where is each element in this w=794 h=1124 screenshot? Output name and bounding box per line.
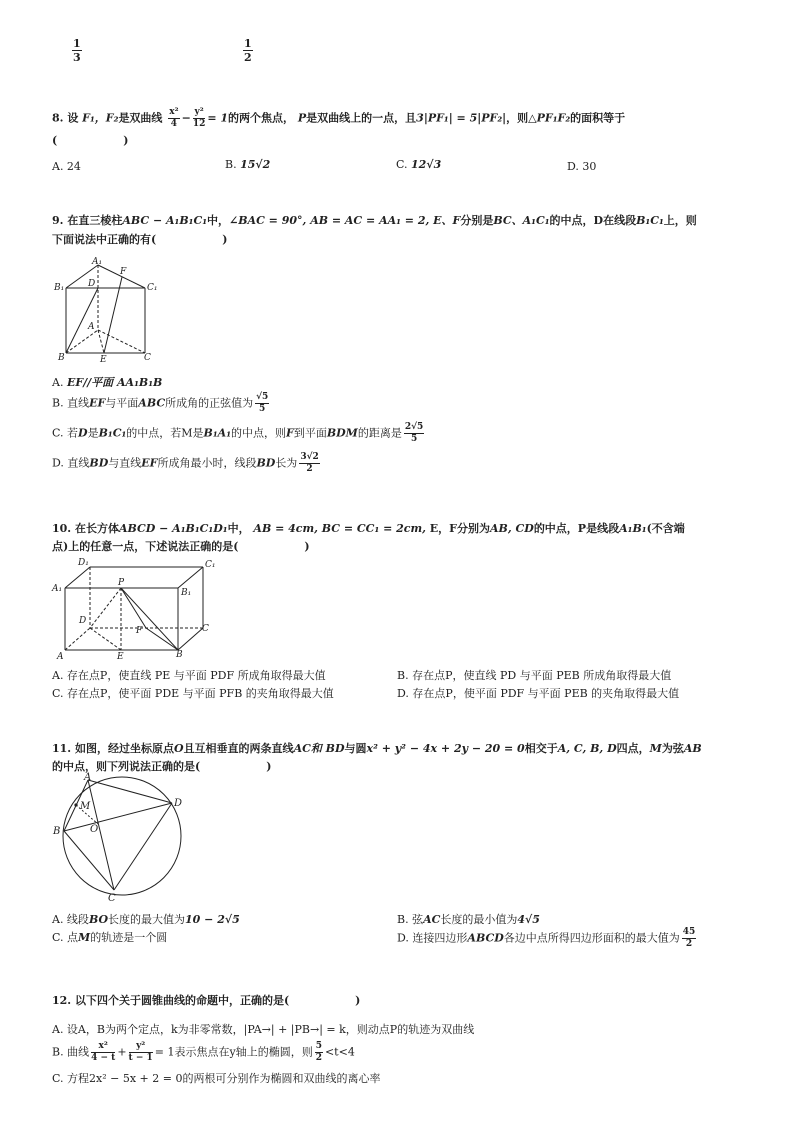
q8-stem: 8. 设 F₁，F₂是双曲线 $\frac{\text{x²}}{4}$ − $\frac{\text{y²}}{12}$ = 1的两个焦点， P是双曲线上的一点，且3|PF₁| = 5|PF₂|，则△PF₁F₂的面积等于 [52,107,626,129]
q10-option-b: B. 存在点P，使直线 PD 与平面 PEB 所成角取得最大值 [397,669,672,682]
q9-option-d: D. 直线BD与直线EF所成角最小时，线段BD长为 $\frac{3√2}{2}$ [52,452,319,474]
label-d: D [88,279,96,289]
label-c1: C₁ [147,283,158,293]
label-f: F [136,626,143,636]
label-d: D [79,616,87,626]
label-f: F [120,267,127,277]
label-b: B [176,650,183,660]
q8-blank: ( ) [52,134,129,147]
q11-circle-figure [50,768,190,903]
label-e: E [117,652,124,660]
q9-option-a: A. EF//平面 AA₁B₁B [52,376,163,389]
label-c: C [202,624,209,634]
q11-stem-line1: 11. 如图，经过坐标原点O且互相垂直的两条直线AC和 BD与圆x² + y² − 4x + 2y − 20 = 0相交于A, C, B, D四点，M为弦AB [52,742,702,755]
q10-option-d: D. 存在点P，使平面 PDF 与平面 PEB 的夹角取得最大值 [397,687,680,700]
q8-option-d: D. 30 [567,160,597,173]
q12-option-a: A. 设A，B为两个定点，k为非零常数，|PA→| + |PB→| = k，则动点P的轨迹为双曲线 [52,1023,475,1036]
label-o: O [90,824,99,835]
point-m [74,803,77,806]
q9-stem-line1: 9. 在直三棱柱ABC − A₁B₁C₁中，∠BAC = 90°, AB = AC = AA₁ = 2, E、F分别是BC、A₁C₁的中点，D在线段B₁C₁上，则 [52,214,697,227]
q12-option-b: B. 曲线 $\frac{\text{x²}}{4 - t}$ + $\frac{\text{y²}}{t - 1}$ = 1表示焦点在y轴上的椭圆，则 $\frac{5}{2}$ <t<4 [52,1041,355,1063]
q10-option-a: A. 存在点P，使直线 PE 与平面 PDF 所成角取得最大值 [52,669,326,682]
q11-stem-line2: 的中点，则下列说法正确的是( ) [52,760,272,773]
q10-stem-line2: 点)上的任意一点，下述说法正确的是( ) [52,540,310,553]
label-c1: C₁ [205,560,216,570]
q11-option-d: D. 连接四边形ABCD各边中点所得四边形面积的最大值为 $\frac{45}{2}$ [397,927,696,949]
label-d: D [174,798,183,809]
q10-box-figure [50,555,220,660]
label-a: A [84,772,92,783]
label-b: B [53,826,61,837]
q9-stem-line2: 下面说法中正确的有( ) [52,233,228,246]
label-p: P [118,578,125,588]
label-b: B [58,353,65,363]
label-c: C [144,353,151,363]
label-a1: A₁ [92,257,103,267]
q8-option-c: C. 12√3 [396,158,442,171]
q12-stem: 12. 以下四个关于圆锥曲线的命题中，正确的是( ) [52,994,361,1007]
q8-option-a: A. 24 [52,160,81,173]
q10-stem-line1: 10. 在长方体ABCD − A₁B₁C₁D₁中， AB = 4cm, BC = CC₁ = 2cm, E，F分别为AB, CD的中点，P是线段A₁B₁(不含端 [52,522,685,535]
label-c: C [108,893,116,903]
q11-option-a: A. 线段BO长度的最大值为10 − 2√5 [52,913,240,926]
q9-option-c: C. 若D是B₁C₁的中点，若M是B₁A₁的中点，则F到平面BDM的距离是 $\frac{2√5}{5}$ [52,422,424,444]
q11-option-b: B. 弦AC长度的最小值为4√5 [397,913,540,926]
label-b1: B₁ [54,283,65,293]
q11-option-c: C. 点M的轨迹是一个圆 [52,931,168,944]
q9-option-b: B. 直线EF与平面ABC所成角的正弦值为 $\frac{√5}{5}$ [52,392,269,414]
label-b1: B₁ [181,588,192,598]
label-m: M [80,801,91,812]
top-fraction-1: $\frac{1}{3}$ [73,37,81,64]
q8-option-b: B. 15√2 [225,158,271,171]
q9-prism-figure [52,252,162,364]
q12-option-c: C. 方程2x² − 5x + 2 = 0的两根可分别作为椭圆和双曲线的离心率 [52,1072,381,1085]
q10-option-c: C. 存在点P，使平面 PDE 与平面 PFB 的夹角取得最大值 [52,687,334,700]
top-fraction-2: $\frac{1}{2}$ [244,37,252,64]
label-a: A [57,652,64,660]
label-e: E [100,355,107,364]
label-a: A [88,322,95,332]
label-d1: D₁ [78,558,89,568]
label-a1: A₁ [52,584,63,594]
